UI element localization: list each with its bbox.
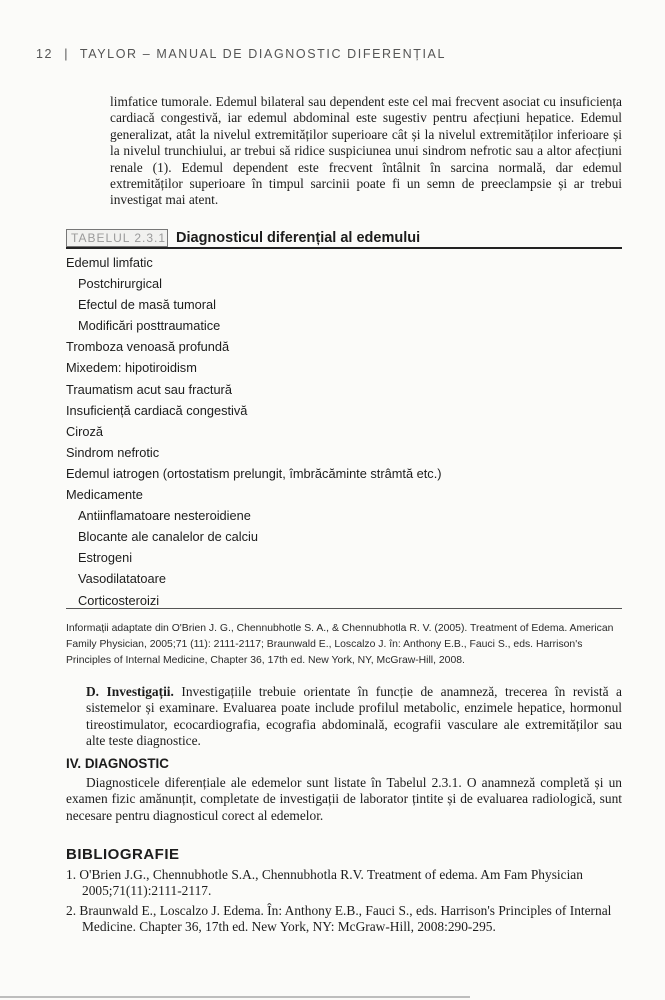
bibliography-item: 1. O'Brien J.G., Chennubhotle S.A., Chennubhotla R.V. Treatment of edema. Am Fam Physician 2005;71(11):2111-2117. [66, 867, 583, 899]
table-row: Blocante ale canalelor de calciu [78, 529, 258, 545]
section-d-paragraph [86, 684, 622, 750]
table-row: Mixedem: hipotiroidism [66, 360, 197, 376]
table-source-note: Informații adaptate din O'Brien J. G., Chennubhotle S. A., & Chennubhotla R. V. (2005). Treatment of Edema. American Family Physician, 2005;71 (11): 2111-2117; Braunwald E., Loscalzo J. în: Anthony E.B., Fauci S., eds. Harrison's Principles of Internal Medicine, Chapter 36, 17th ed. New York, NY, McGraw-Hill, 2008. [66, 623, 614, 666]
table-row: Vasodilatatoare [78, 571, 166, 587]
table-top-rule [66, 247, 622, 249]
table-row: Traumatism acut sau fractură [66, 381, 232, 397]
table-row: Efectul de masă tumoral [78, 297, 216, 313]
table-row: Modificări posttraumatice [78, 318, 221, 334]
page-number: 12 [36, 47, 54, 61]
page-bottom-rule [0, 996, 470, 998]
table-row: Antiinflamatoare nesteroidiene [78, 508, 251, 524]
bibliography-list [66, 867, 622, 939]
intro-paragraph: limfatice tumorale. Edemul bilateral sau dependent este cel mai frecvent asociat cu insuficiența cardiacă congestivă, iar edemul abdominal este sugestiv pentru afecțiuni hepatice. Edemul generalizat, atât la nivelul extremităților superioare cât și la nivelul extremităților inferioare și la nivelul trunchiului, ar trebui să ridice suspiciunea unui sindrom nefrotic sau a altor afecțiuni renale (1). Edemul dependent este frecvent întâlnit în sarcina normală, dar edemul extremităților superioare în timpul sarcinii poate fi un semn de preeclampsie și ar trebui investigat mai atent. [110, 94, 622, 208]
header-separator: | [64, 47, 70, 61]
table-row: Postchirurgical [78, 276, 162, 292]
table-label: TABELUL 2.3.1 [66, 229, 168, 247]
section-iv-heading: IV. DIAGNOSTIC [66, 756, 169, 771]
section-d-heading: D. Investigații. [86, 684, 174, 699]
table-row: Corticosteroizi [78, 592, 160, 608]
table-title-row [66, 228, 622, 248]
table-row: Ciroză [66, 423, 103, 439]
table-row: Insuficiență cardiacă congestivă [66, 402, 248, 418]
table-row: Sindrom nefrotic [66, 444, 160, 460]
table-row: Tromboza venoasă profundă [66, 339, 230, 355]
table-row: Edemul iatrogen (ortostatism prelungit, îmbrăcăminte strâmtă etc.) [66, 465, 442, 481]
section-d-text: Investigațiile trebuie orientate în funcție de anamneză, trecerea în revistă a sistemelor și examinare. Evaluarea poate include profilul metabolic, enzimele hepatice, hormonul tireostimulator, ecocardiografia, ecografia abdominală, ecografii vasculare ale extremităților sau alte teste diagnostice. [86, 684, 622, 749]
table-row: Edemul limfatic [66, 255, 153, 270]
bibliography-item: 2. Braunwald E., Loscalzo J. Edema. În: Anthony E.B., Fauci S., eds. Harrison's Principles of Internal Medicine. Chapter 36, 17th ed. New York, NY: McGraw-Hill, 2008:290-295. [66, 902, 612, 935]
table-row: Estrogeni [78, 550, 133, 566]
running-title: TAYLOR – MANUAL DE DIAGNOSTIC DIFERENȚIAL [79, 47, 447, 61]
differential-table [66, 252, 622, 611]
running-header [36, 47, 636, 61]
table-row: Medicamente [66, 487, 143, 503]
table-bottom-rule [66, 608, 622, 609]
bibliography-heading: BIBLIOGRAFIE [66, 846, 180, 863]
section-iv-paragraph: Diagnosticele diferențiale ale edemelor sunt listate în Tabelul 2.3.1. O anamneză completă și un examen fizic amănunțit, completate de investigații de laborator țintite și de evaluarea radiologică, sunt necesare pentru diagnosticul corect al edemelor. [66, 775, 622, 823]
table-title: Diagnosticul diferențial al edemului [176, 230, 421, 246]
